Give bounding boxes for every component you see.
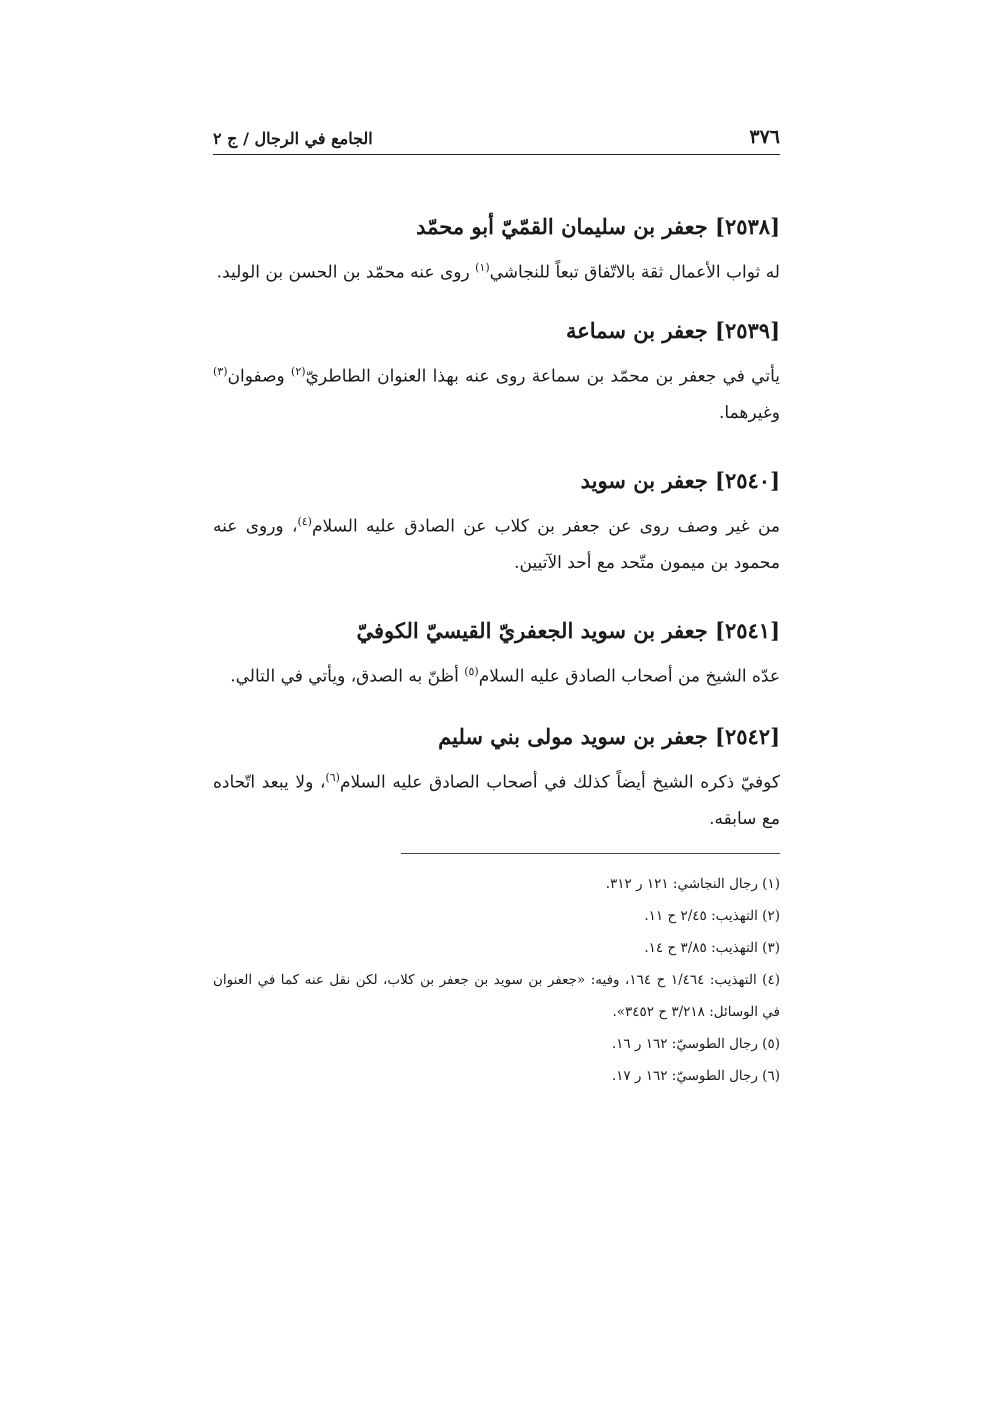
- footnote-ref: (٢): [291, 365, 306, 378]
- entry-text: [213, 504, 780, 581]
- entry-title: [٢٥٤١] جعفر بن سويد الجعفريّ القيسيّ الكوفيّ: [356, 618, 780, 643]
- entry-text: [213, 250, 780, 291]
- entry-text-part: له ثواب الأعمال ثقة بالاتّفاق تبعاً للنجاشي: [489, 262, 780, 283]
- entry-text-part: وغيرهما.: [719, 402, 780, 423]
- entry-2542: [213, 722, 780, 837]
- entry-text-part: يأتي في جعفر بن محمّد بن سماعة روى عنه بهذا العنوان الطاطريّ: [305, 366, 780, 387]
- entry-text-part: ، ولا يبعد اتّحاده مع سابقه.: [213, 772, 780, 829]
- running-title: الجامع في الرجال / ج ٢: [213, 129, 373, 148]
- entry-title: [٢٥٣٩] جعفر بن سماعة: [565, 318, 780, 343]
- footnote: (٢) التهذيب: ٢/٤٥ ح ١١.: [644, 908, 780, 924]
- page-header: [213, 118, 780, 155]
- entry-text-part: ، وروى عنه محمود بن ميمون متّحد مع أحد الآتيين.: [213, 516, 780, 573]
- entry-text: [213, 654, 780, 695]
- footnote: (٦) رجال الطوسيّ: ١٦٢ ر ١٧.: [611, 1068, 780, 1084]
- entry-title: [٢٥٤٠] جعفر بن سويد: [580, 468, 780, 493]
- footnotes: [213, 868, 780, 1092]
- entry-title: [٢٥٣٨] جعفر بن سليمان القمّيّ أبو محمّد: [416, 214, 780, 239]
- footnote-ref: (٤): [297, 515, 312, 528]
- footnote: (٥) رجال الطوسيّ: ١٦٢ ر ١٦.: [611, 1036, 780, 1052]
- footnote: (٣) التهذيب: ٣/٨٥ ح ١٤.: [644, 940, 780, 956]
- footnote-ref: (١): [475, 261, 490, 274]
- entry-2539: [213, 316, 780, 431]
- entry-text: [213, 354, 780, 431]
- footnote-divider: [401, 853, 780, 854]
- footnote-ref: (٦): [325, 771, 340, 784]
- entry-text-part: روى عنه محمّد بن الحسن بن الوليد.: [216, 262, 476, 283]
- entry-2538: [213, 212, 780, 291]
- entry-title: [٢٥٤٢] جعفر بن سويد مولى بني سليم: [438, 724, 780, 749]
- entry-text: [213, 760, 780, 837]
- footnote-ref: (٣): [213, 365, 228, 378]
- entry-2541: [213, 616, 780, 695]
- page-number: ٣٧٦: [749, 126, 780, 148]
- entry-2540: [213, 466, 780, 581]
- footnote: (٤) التهذيب: ١/٤٦٤ ح ١٦٤، وفيه: «جعفر بن سويد بن جعفر بن كلاب، لكن نقل عنه كما في العنوان في الوسائل: ٣/٢١٨ ح ٣٤٥٢».: [213, 972, 780, 1020]
- entry-text-part: أظنّ به الصدق، ويأتي في التالي.: [230, 666, 465, 687]
- entry-text-part: وصفوان: [227, 366, 292, 387]
- entry-text-part: من غير وصف روى عن جعفر بن كلاب عن الصادق عليه السلام: [311, 516, 780, 537]
- entry-text-part: عدّه الشيخ من أصحاب الصادق عليه السلام: [478, 666, 780, 687]
- footnote: (١) رجال النجاشي: ١٢١ ر ٣١٢.: [605, 876, 780, 892]
- entry-text-part: كوفيّ ذكره الشيخ أيضاً كذلك في أصحاب الصادق عليه السلام: [339, 772, 780, 793]
- footnote-ref: (٥): [464, 665, 479, 678]
